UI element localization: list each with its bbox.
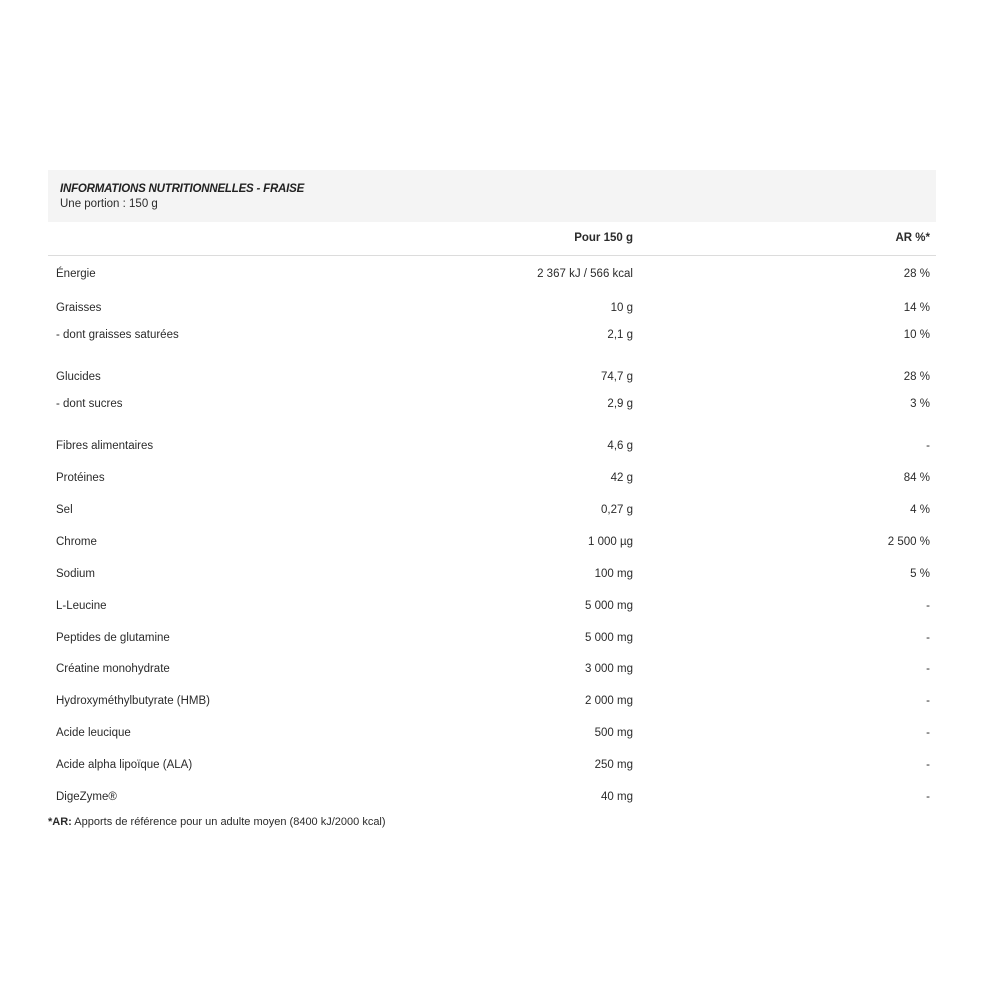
nutrient-value: 3 000 mg bbox=[585, 663, 633, 675]
table-row bbox=[48, 724, 936, 742]
table-title: INFORMATIONS NUTRITIONNELLES - FRAISE bbox=[60, 183, 305, 195]
nutrient-value: 2 000 mg bbox=[585, 695, 633, 707]
nutrient-name: Chrome bbox=[56, 536, 97, 548]
nutrient-name: Peptides de glutamine bbox=[56, 632, 170, 644]
footnote bbox=[48, 815, 386, 829]
nutrient-name: Acide leucique bbox=[56, 727, 131, 739]
nutrient-name: L-Leucine bbox=[56, 600, 107, 612]
table-row bbox=[48, 395, 936, 413]
table-row bbox=[48, 326, 936, 344]
nutrient-name: Hydroxyméthylbutyrate (HMB) bbox=[56, 695, 211, 707]
footnote-text: Apports de référence pour un adulte moyen (8400 kJ/2000 kcal) bbox=[71, 816, 386, 828]
nutrient-ar-percent: 10 % bbox=[903, 329, 930, 341]
nutrient-name: Créatine monohydrate bbox=[56, 663, 170, 675]
table-row bbox=[48, 299, 936, 317]
nutrient-ar-percent: 2 500 % bbox=[887, 536, 930, 548]
table-row bbox=[48, 629, 936, 647]
nutrient-value: 2,9 g bbox=[607, 398, 633, 410]
table-row bbox=[48, 788, 936, 806]
nutrient-ar-percent: 14 % bbox=[903, 302, 930, 314]
nutrient-value: 1 000 µg bbox=[588, 536, 633, 548]
nutrient-ar-percent: - bbox=[926, 791, 930, 803]
nutrient-ar-percent: 28 % bbox=[903, 268, 930, 280]
nutrient-name: Sel bbox=[56, 504, 73, 516]
nutrient-ar-percent: - bbox=[926, 440, 930, 452]
nutrient-ar-percent: - bbox=[926, 600, 930, 612]
table-row bbox=[48, 265, 936, 283]
nutrient-value: 74,7 g bbox=[601, 371, 633, 383]
nutrient-value: 100 mg bbox=[594, 568, 633, 580]
nutrient-name: Protéines bbox=[56, 472, 105, 484]
table-row bbox=[48, 501, 936, 519]
table-row bbox=[48, 437, 936, 455]
nutrient-value: 2,1 g bbox=[607, 329, 633, 341]
nutrient-ar-percent: - bbox=[926, 632, 930, 644]
nutrient-name: Fibres alimentaires bbox=[56, 440, 154, 452]
nutrient-name: Acide alpha lipoïque (ALA) bbox=[56, 759, 193, 771]
table-row bbox=[48, 368, 936, 386]
nutrient-name: Graisses bbox=[56, 302, 102, 314]
table-row bbox=[48, 469, 936, 487]
nutrient-value: 4,6 g bbox=[607, 440, 633, 452]
nutrient-name: - dont sucres bbox=[56, 398, 123, 410]
nutrient-ar-percent: - bbox=[926, 695, 930, 707]
table-row bbox=[48, 692, 936, 710]
nutrient-ar-percent: 4 % bbox=[910, 504, 930, 516]
nutrient-value: 0,27 g bbox=[601, 504, 633, 516]
nutrient-ar-percent: 5 % bbox=[910, 568, 930, 580]
table-row bbox=[48, 756, 936, 774]
nutrient-value: 10 g bbox=[610, 302, 633, 314]
table-row bbox=[48, 533, 936, 551]
nutrient-name: Sodium bbox=[56, 568, 95, 580]
portion-size: Une portion : 150 g bbox=[60, 198, 158, 210]
column-header-ar: AR %* bbox=[895, 232, 930, 244]
column-header-per-portion: Pour 150 g bbox=[574, 232, 633, 244]
nutrient-value: 5 000 mg bbox=[585, 600, 633, 612]
table-row bbox=[48, 660, 936, 678]
nutrition-table bbox=[48, 170, 936, 803]
nutrient-value: 40 mg bbox=[601, 791, 633, 803]
nutrient-value: 500 mg bbox=[594, 727, 633, 739]
table-title-box bbox=[48, 170, 936, 222]
column-header-row bbox=[48, 222, 936, 256]
table-row bbox=[48, 597, 936, 615]
nutrient-name: - dont graisses saturées bbox=[56, 329, 179, 341]
nutrient-name: DigeZyme® bbox=[56, 791, 117, 803]
nutrient-ar-percent: - bbox=[926, 663, 930, 675]
footnote-label: *AR: bbox=[48, 816, 72, 828]
nutrient-name: Glucides bbox=[56, 371, 101, 383]
table-row bbox=[48, 565, 936, 583]
nutrient-name: Énergie bbox=[56, 268, 96, 280]
nutrient-ar-percent: 84 % bbox=[903, 472, 930, 484]
nutrient-value: 42 g bbox=[610, 472, 633, 484]
nutrient-ar-percent: 28 % bbox=[903, 371, 930, 383]
nutrient-ar-percent: - bbox=[926, 759, 930, 771]
nutrient-ar-percent: - bbox=[926, 727, 930, 739]
nutrient-value: 2 367 kJ / 566 kcal bbox=[537, 268, 633, 280]
nutrient-ar-percent: 3 % bbox=[910, 398, 930, 410]
nutrient-value: 250 mg bbox=[594, 759, 633, 771]
nutrient-value: 5 000 mg bbox=[585, 632, 633, 644]
